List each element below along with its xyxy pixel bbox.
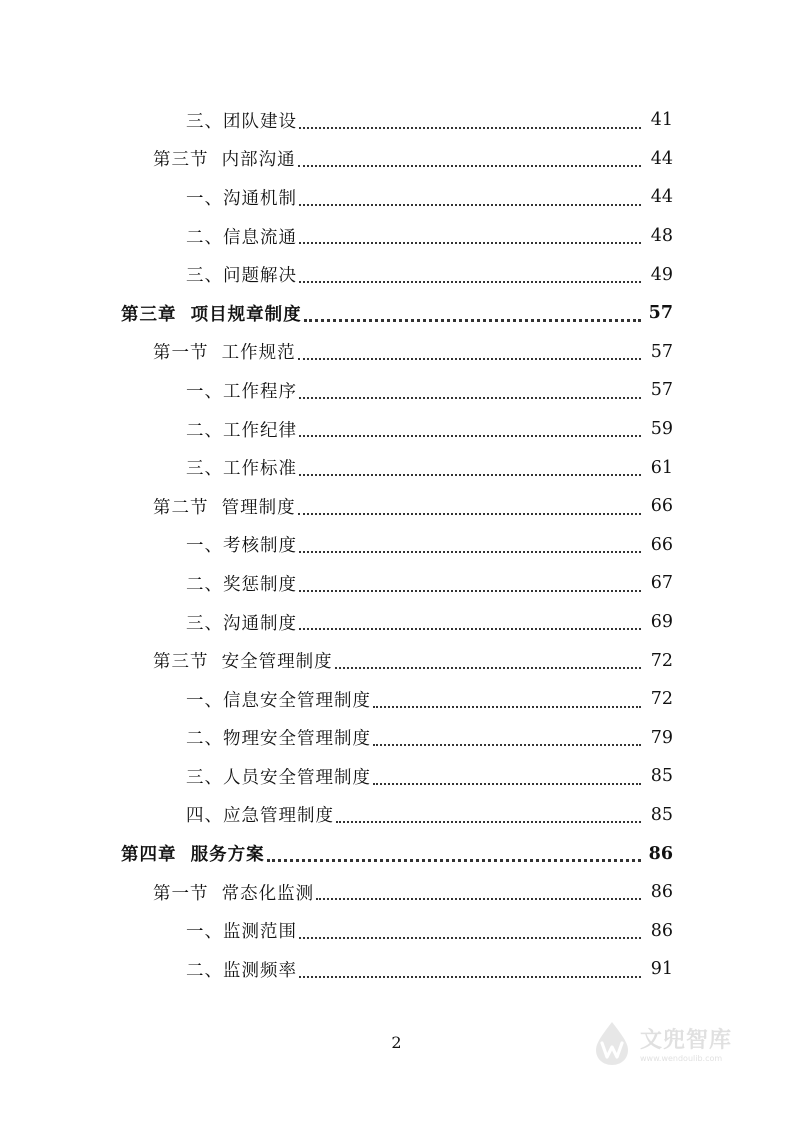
toc-entry-item[interactable]	[0, 796, 793, 835]
toc-entry-title: 第三节 安全管理制度	[153, 652, 333, 673]
page-number: 2	[391, 1033, 402, 1052]
toc-entry-page: 91	[650, 959, 673, 980]
toc-dot-leader	[373, 705, 641, 708]
toc-entry-section[interactable]	[0, 140, 793, 179]
toc-entry-item[interactable]	[0, 371, 793, 410]
toc-entry-title: 三、团队建设	[186, 111, 297, 132]
toc-dot-leader	[336, 820, 641, 823]
toc-entry-page: 66	[650, 534, 673, 555]
toc-entry-item[interactable]	[0, 564, 793, 603]
toc-entry-item[interactable]	[0, 255, 793, 294]
watermark	[588, 1013, 768, 1073]
toc-entry-title: 一、信息安全管理制度	[186, 690, 371, 711]
toc-entry-page: 59	[650, 419, 673, 440]
toc-dot-leader	[267, 858, 641, 862]
toc-entry-page: 72	[650, 650, 673, 671]
toc-entry-page: 48	[650, 226, 673, 247]
toc-entry-page: 57	[650, 341, 673, 362]
toc-entry-title: 二、物理安全管理制度	[186, 729, 371, 750]
toc-entry-page: 57	[650, 380, 673, 401]
toc-entry-title: 第二节 管理制度	[153, 497, 296, 518]
toc-dot-leader	[299, 627, 641, 630]
toc-entry-title: 一、监测范围	[186, 922, 297, 943]
toc-dot-leader	[299, 241, 641, 244]
toc-entry-chapter[interactable]	[0, 294, 793, 333]
toc-dot-leader	[373, 743, 641, 746]
toc-entry-page: 86	[648, 843, 673, 864]
toc-dot-leader	[299, 203, 641, 206]
toc-entry-item[interactable]	[0, 101, 793, 140]
toc-dot-leader	[299, 589, 641, 592]
toc-entry-section[interactable]	[0, 487, 793, 526]
toc-dot-leader	[316, 897, 641, 900]
toc-dot-leader	[298, 164, 641, 167]
watermark-url: www.wendoulib.com	[640, 1054, 723, 1063]
toc-entry-page: 66	[650, 496, 673, 517]
toc-entry-item[interactable]	[0, 603, 793, 642]
toc-entry-page: 86	[650, 920, 673, 941]
toc-entry-title: 第三节 内部沟通	[153, 150, 296, 171]
toc-dot-leader	[299, 396, 641, 399]
toc-entry-title: 一、沟通机制	[186, 188, 297, 209]
toc-entry-title: 二、监测频率	[186, 960, 297, 981]
toc-dot-leader	[299, 434, 641, 437]
toc-dot-leader	[335, 666, 641, 669]
toc-entry-page: 85	[650, 804, 673, 825]
toc-entry-title: 一、工作程序	[186, 381, 297, 402]
toc-dot-leader	[298, 357, 641, 360]
toc-dot-leader	[373, 782, 641, 785]
toc-entry-page: 69	[650, 612, 673, 633]
toc-entry-title: 四、应急管理制度	[186, 806, 334, 827]
toc-entry-page: 86	[650, 882, 673, 903]
toc-entry-page: 61	[650, 457, 673, 478]
toc-entry-item[interactable]	[0, 950, 793, 989]
table-of-contents	[0, 101, 793, 989]
toc-entry-title: 三、问题解决	[186, 266, 297, 287]
toc-entry-page: 44	[650, 148, 673, 169]
toc-dot-leader	[299, 473, 641, 476]
toc-dot-leader	[299, 936, 641, 939]
toc-entry-chapter[interactable]	[0, 834, 793, 873]
watermark-brand: 文兜智库	[640, 1028, 733, 1053]
toc-entry-page: 72	[650, 689, 673, 710]
toc-entry-page: 49	[650, 264, 673, 285]
toc-entry-page: 57	[648, 303, 673, 324]
toc-entry-title: 第一节 常态化监测	[153, 883, 315, 904]
toc-entry-title: 第三章 项目规章制度	[121, 304, 302, 325]
toc-entry-item[interactable]	[0, 911, 793, 950]
toc-entry-title: 第四章 服务方案	[121, 845, 265, 866]
toc-entry-item[interactable]	[0, 217, 793, 256]
toc-entry-item[interactable]	[0, 178, 793, 217]
toc-entry-page: 44	[650, 187, 673, 208]
toc-entry-section[interactable]	[0, 641, 793, 680]
toc-entry-item[interactable]	[0, 757, 793, 796]
toc-entry-item[interactable]	[0, 719, 793, 758]
toc-dot-leader	[304, 318, 641, 322]
toc-entry-section[interactable]	[0, 333, 793, 372]
toc-entry-title: 一、考核制度	[186, 536, 297, 557]
toc-entry-title: 二、工作纪律	[186, 420, 297, 441]
toc-entry-item[interactable]	[0, 680, 793, 719]
toc-entry-title: 二、奖惩制度	[186, 574, 297, 595]
toc-dot-leader	[299, 550, 641, 553]
toc-entry-page: 67	[650, 573, 673, 594]
toc-entry-page: 41	[650, 110, 673, 131]
toc-dot-leader	[299, 280, 641, 283]
toc-entry-item[interactable]	[0, 526, 793, 565]
toc-dot-leader	[299, 126, 641, 129]
toc-entry-item[interactable]	[0, 448, 793, 487]
toc-entry-title: 二、信息流通	[186, 227, 297, 248]
droplet-w-logo-icon	[588, 1019, 636, 1067]
toc-entry-title: 三、工作标准	[186, 459, 297, 480]
toc-dot-leader	[299, 975, 641, 978]
toc-entry-section[interactable]	[0, 873, 793, 912]
toc-dot-leader	[298, 512, 641, 515]
toc-entry-item[interactable]	[0, 410, 793, 449]
toc-entry-page: 79	[650, 727, 673, 748]
toc-entry-title: 三、人员安全管理制度	[186, 767, 371, 788]
toc-entry-page: 85	[650, 766, 673, 787]
toc-entry-title: 三、沟通制度	[186, 613, 297, 634]
toc-entry-title: 第一节 工作规范	[153, 343, 296, 364]
